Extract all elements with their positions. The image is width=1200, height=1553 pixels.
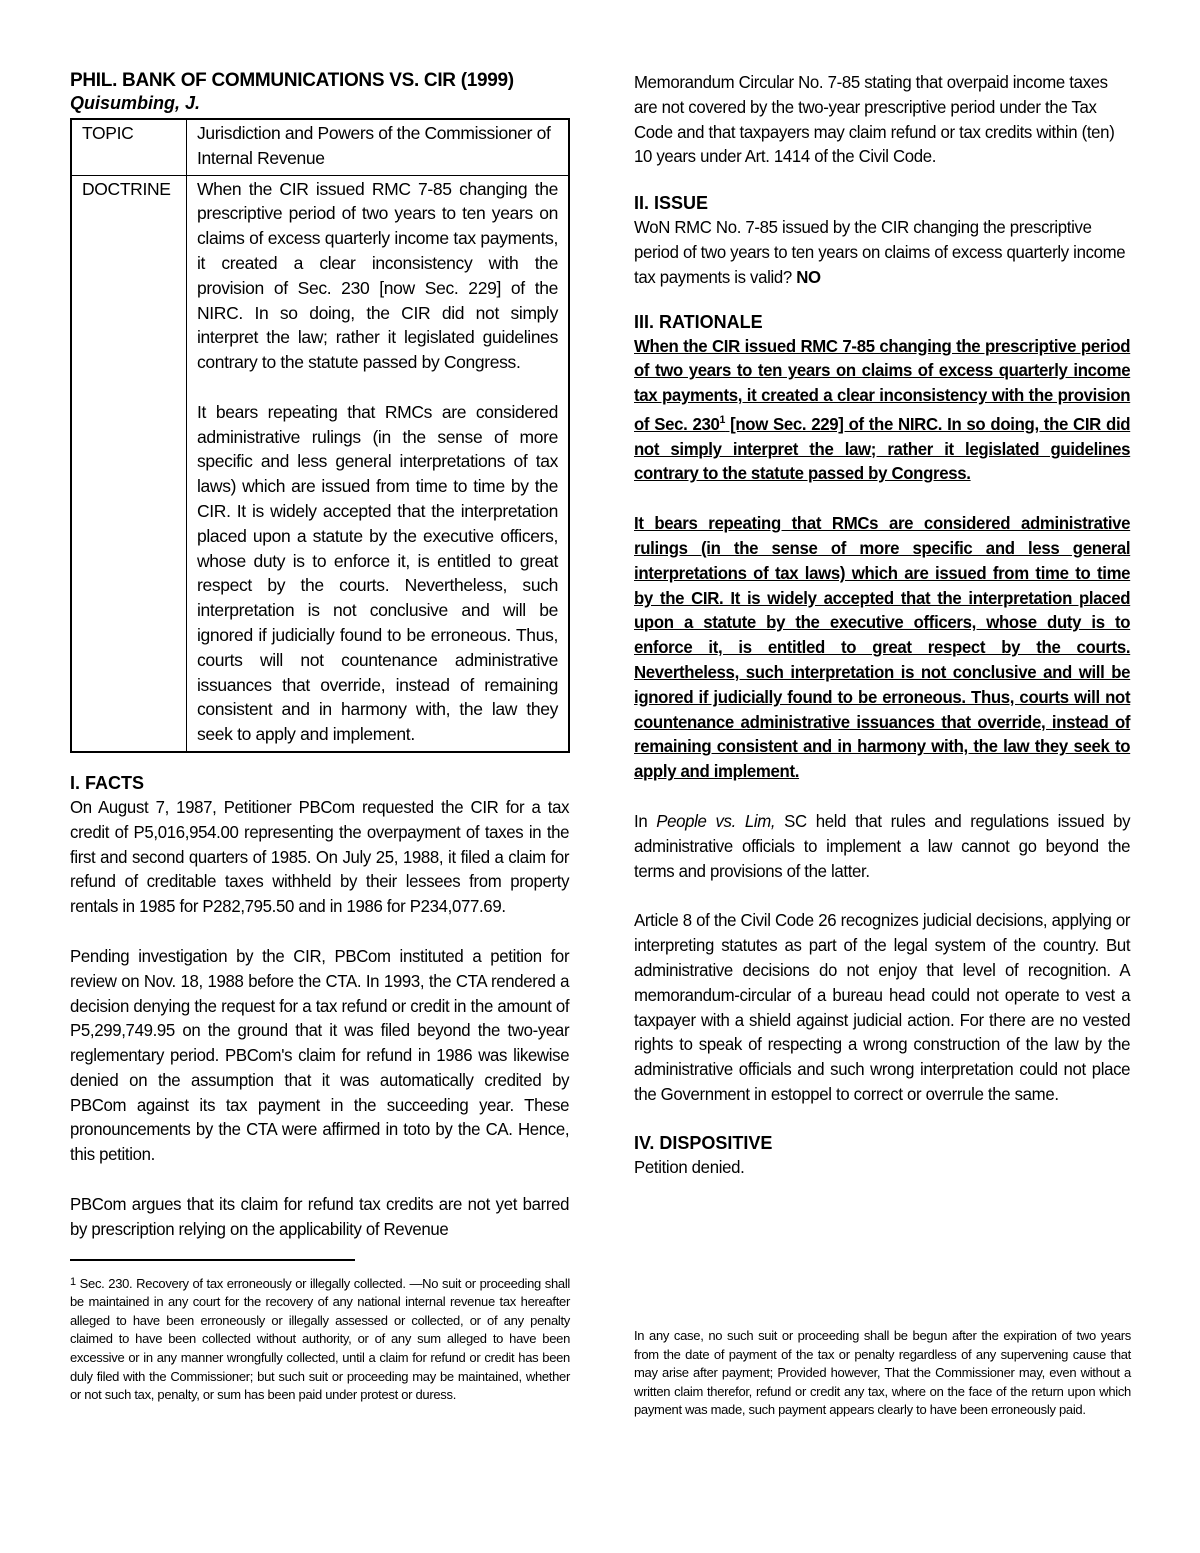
footnote-left [70, 1273, 570, 1405]
issue-heading: II. ISSUE [634, 193, 709, 214]
case-citation: People vs. Lim, [656, 810, 776, 831]
doctrine-value [187, 175, 570, 752]
facts-paragraph-2: Pending investigation by the CIR, PBCom instituted a petition for review on Nov. 18, 1988 before the CTA. In 1993, the CTA rendered a decision denying the request for a tax refund or credit in the amount of P5,299,749.95 on the ground that it was filed beyond the two-year reglementary period. PBCom's claim for refund in 1986 was likewise denied on the assumption that it was automatically credited by PBCom against its tax payment in the succeeding year. These pronouncements by the CTA were affirmed in toto by the CA. Hence, this petition. [70, 945, 570, 1165]
footnote-number: 1 [70, 1275, 76, 1288]
topic-row [71, 119, 569, 175]
left-column [70, 70, 570, 1405]
rationale-paragraph-4: Article 8 of the Civil Code 26 recognizes judicial decisions, applying or interpreting statutes as part of the legal system of the country. But administrative decisions do not enjoy that level of recognition. A memorandum-circular of a bureau head could not operate to vest a taxpayer with a shield against judicial action. For there are no vested rights to speak of respecting a wrong construction of the law by the administrative officials and such wrong interpretation could not place the Government in estoppel to correct or overrule the same. [634, 910, 1131, 1104]
case-title: PHIL. BANK OF COMMUNICATIONS VS. CIR (1999) [70, 70, 514, 91]
doctrine-paragraph-1: When the CIR issued RMC 7-85 changing the prescriptive period of two years to ten years on claims of excess quarterly income tax payments, it created a clear inconsistency with the provision of Sec. 230 [now Sec. 229] of the NIRC. In so doing, the CIR did not simply interpret the law; rather it legislated guidelines contrary to the statute passed by Congress. [197, 178, 558, 373]
doctrine-paragraph-2: It bears repeating that RMCs are considered administrative rulings (in the sense of more specific and less general interpretations of tax laws) which are issued from time to time by the CIR. It is widely accepted that the interpretation placed upon a statute by the executive officers, whose duty is to enforce it, is entitled to great respect by the courts. Nevertheless, such interpretation is not conclusive and will be ignored if judicially found to be erroneous. Thus, courts will not countenance administrative issuances that override, instead of remaining consistent and in harmony with, the law they seek to apply and implement. [197, 401, 558, 745]
issue-text [634, 215, 1130, 289]
topic-value: Jurisdiction and Powers of the Commissioner of Internal Revenue [187, 119, 570, 175]
rationale-p3-lead: In [634, 810, 657, 831]
rationale-p1-text-end: [now Sec. 229] of the NIRC. In so doing, the CIR did not simply interpret the law; rather it legislated guidelines contrary to the statute passed by Congress. [634, 413, 1131, 484]
facts-paragraph-3-continued: Memorandum Circular No. 7-85 stating that overpaid income taxes are not covered by the two-year prescriptive period under the Tax Code and that taxpayers may claim refund or tax credits within (ten) 10 years under Art. 1414 of the Civil Code. [634, 72, 1115, 167]
rationale-p1-text: When the CIR issued RMC 7-85 changing the prescriptive period of two years to ten years on claims of excess quarterly income tax payments, it created a clear inconsistency with the provision of Sec. 230 [634, 335, 1131, 434]
footnote-divider [70, 1259, 355, 1261]
summary-table [70, 118, 570, 753]
doctrine-label: DOCTRINE [71, 175, 187, 752]
rationale-paragraph-2: It bears repeating that RMCs are considered administrative rulings (in the sense of more specific and less general interpretations of tax laws) which are issued from time to time by the CIR. It is widely accepted that the interpretation placed upon a statute by the executive officers, whose duty is to enforce it, is entitled to great respect by the courts. Nevertheless, such interpretation is not conclusive and will be ignored if judicially found to be erroneous. Thus, courts will not countenance administrative issuances that override, instead of remaining consistent and in harmony with, the law they seek to apply and implement. [634, 513, 1131, 782]
footnote-right: In any case, no such suit or proceeding shall be begun after the expiration of two years from the date of payment of the tax or penalty regardless of any supervening cause that may arise after payment; Provided however, That the Commissioner may, even without a written claim therefor, refund or credit any tax, where on the face of the return upon which payment was made, such payment appears clearly to have been erroneously paid. [634, 1328, 1131, 1418]
footnote-ref[interactable]: 1 [719, 413, 726, 426]
issue-question: WoN RMC No. 7-85 issued by the CIR changing the prescriptive period of two years to ten years on claims of excess quarterly income tax payments is valid? [634, 217, 1126, 287]
right-column [634, 70, 1131, 1180]
facts-paragraph-1: On August 7, 1987, Petitioner PBCom requested the CIR for a tax credit of P5,016,954.00 representing the overpayment of taxes in the first and second quarters of 1985. On July 25, 1988, it filed a claim for refund of creditable taxes withheld by their lessees from property rentals in 1985 for P282,795.50 and in 1986 for P234,077.69. [70, 796, 570, 917]
ponente: Quisumbing, J. [70, 93, 201, 113]
facts-paragraph-3-start: PBCom argues that its claim for refund tax credits are not yet barred by prescription relying on the applicability of Revenue [70, 1194, 570, 1239]
rationale-paragraph-1 [634, 334, 1130, 487]
dispositive-heading: IV. DISPOSITIVE [634, 1132, 773, 1153]
facts-heading: I. FACTS [70, 772, 145, 793]
rationale-heading: III. RATIONALE [634, 311, 763, 332]
footnote-text-left: Sec. 230. Recovery of tax erroneously or illegally collected. —No suit or proceeding shall be maintained in any court for the recovery of any national internal revenue tax hereafter alleged to have been erroneously or illegally assessed or collected, or of any penalty claimed to have been collected without authority, or of any sum alleged to have been excessive or in any manner wrongfully collected, until a claim for refund or credit has been duly filed with the Commissioner; but such suit or proceeding may be maintained, whether or not such tax, penalty, or sum has been paid under protest or duress. [70, 1275, 570, 1403]
doctrine-row [71, 175, 569, 752]
issue-answer: NO [796, 266, 821, 287]
topic-label: TOPIC [71, 119, 187, 175]
rationale-p3-text: SC held that rules and regulations issued by administrative officials to implement a law cannot go beyond the terms and provisions of the latter. [634, 810, 1131, 881]
rationale-paragraph-3 [634, 809, 1130, 883]
dispositive-text: Petition denied. [634, 1156, 745, 1177]
